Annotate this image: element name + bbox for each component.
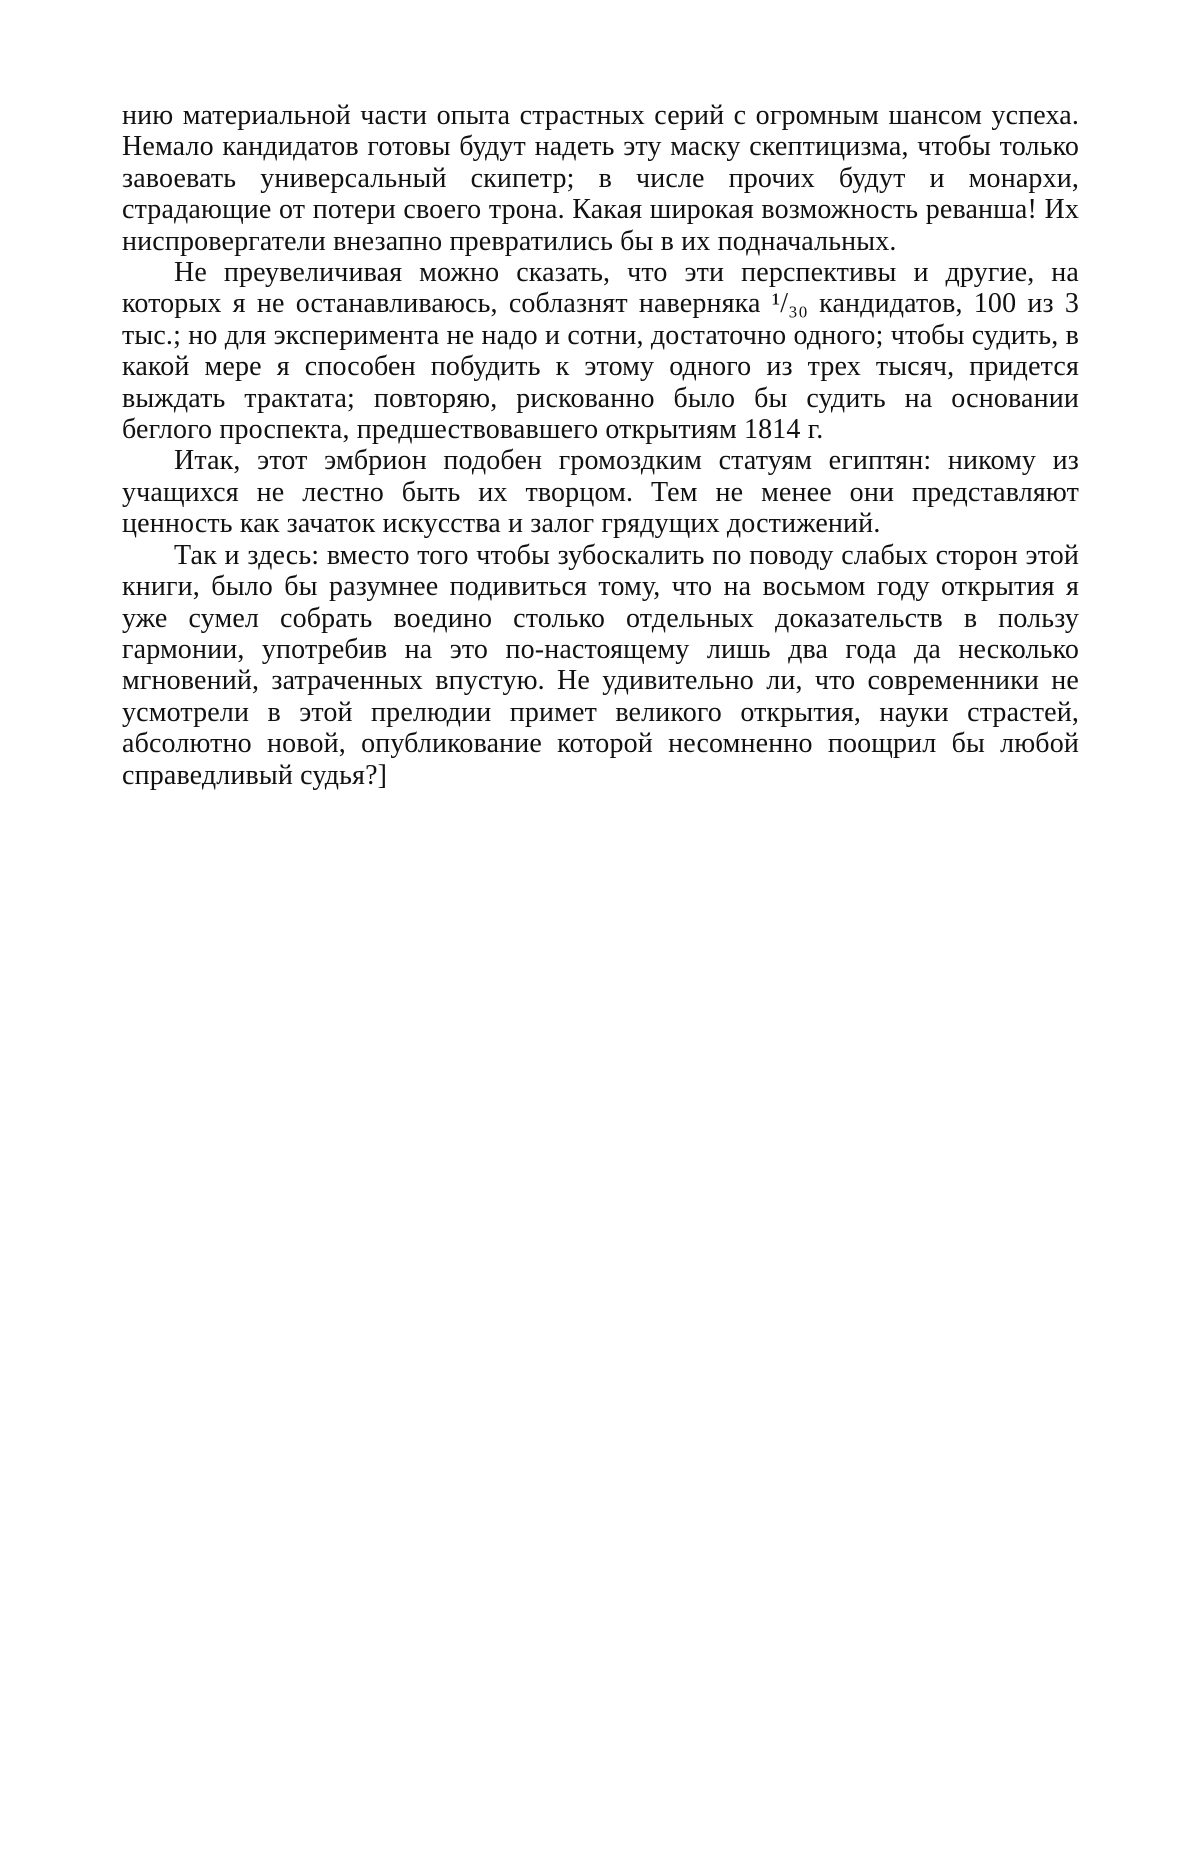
paragraph-2: Не преувеличивая можно сказать, что эти перспективы и другие, на которых я не останавливаюсь, соблазнят наверняка ¹/₃₀ кандидатов, 100 из 3 тыс.; но для эксперимента не надо и сотни, достаточно одного; чтобы судить, в какой мере я способен побудить к этому одного из трех тысяч, придется выждать трактата; повторяю, рискованно было бы судить на основании беглого проспекта, предшествовавшего открытиям 1814 г. bbox=[122, 257, 1079, 446]
body-text bbox=[122, 100, 1079, 791]
paragraph-1: нию материальной части опыта страстных серий с огромным шансом успеха. Немало кандидатов готовы будут надеть эту маску скептицизма, чтобы только завоевать универсальный скипетр; в числе прочих будут и монархи, страдающие от потери своего трона. Какая широкая возможность реванша! Их ниспровергатели внезапно превратились бы в их подначальных. bbox=[122, 100, 1079, 257]
paragraph-3: Итак, этот эмбрион подобен громоздким статуям египтян: никому из учащихся не лестно быть их творцом. Тем не менее они представляют ценность как зачаток искусства и залог грядущих достижений. bbox=[122, 445, 1079, 540]
paragraph-4: Так и здесь: вместо того чтобы зубоскалить по поводу слабых сторон этой книги, было бы разумнее подивиться тому, что на восьмом году открытия я уже сумел собрать воедино столько отдельных доказательств в пользу гармонии, употребив на это по-настоящему лишь два года да несколько мгновений, затраченных впустую. Не удивительно ли, что современники не усмотрели в этой прелюдии примет великого открытия, науки страстей, абсолютно новой, опубликование которой несомненно поощрил бы любой справедливый судья?] bbox=[122, 539, 1079, 791]
